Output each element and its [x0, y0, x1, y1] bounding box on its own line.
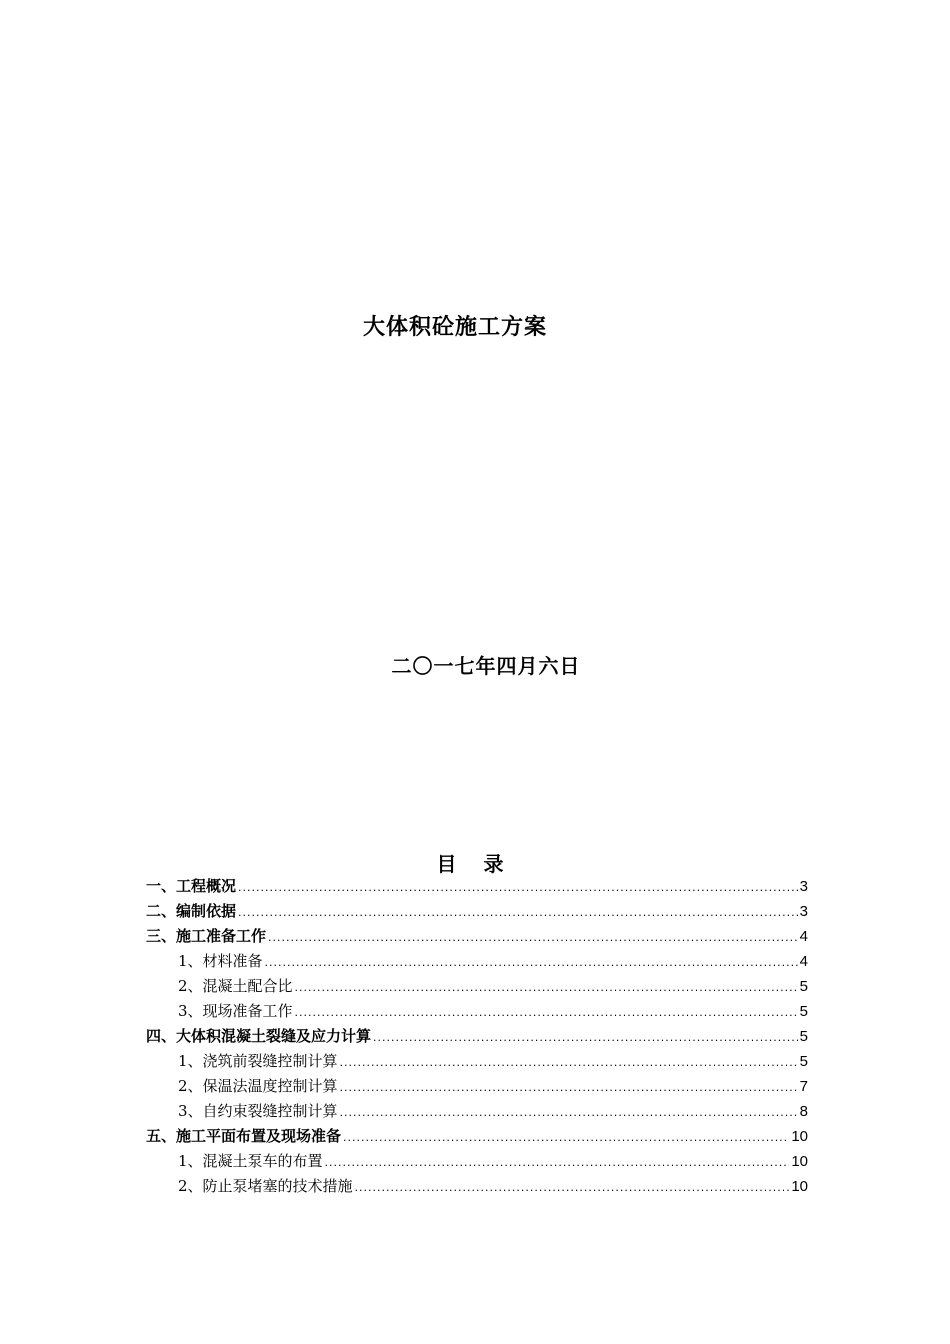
toc-subentry[interactable] [146, 1099, 808, 1124]
toc-subentry[interactable] [146, 1149, 808, 1174]
toc-leader-dots [295, 975, 798, 1000]
toc-entry-label: 2、防止泵堵塞的技术措施 [178, 1177, 353, 1195]
toc-entry-label: 3、自约束裂缝控制计算 [178, 1102, 338, 1120]
toc-leader-dots [373, 1025, 798, 1050]
toc-entry-label: 四、大体积混凝土裂缝及应力计算 [146, 1027, 372, 1045]
toc-leader-dots [268, 925, 798, 950]
toc-subentry[interactable] [146, 949, 808, 974]
toc-entry-label: 1、材料准备 [178, 952, 263, 970]
toc-subentry[interactable] [146, 974, 808, 999]
toc-leader-dots [265, 950, 798, 975]
toc-entry-page: 5 [799, 978, 808, 995]
toc-subentry[interactable] [146, 1074, 808, 1099]
toc-entry-page: 10 [791, 1153, 808, 1170]
toc-entry-page: 3 [799, 878, 808, 895]
toc-entry-label: 一、工程概况 [146, 877, 237, 895]
toc-leader-dots [325, 1150, 790, 1175]
toc-entry-page: 3 [799, 903, 808, 920]
toc-leader-dots [343, 1125, 789, 1150]
toc-leader-dots [238, 875, 798, 900]
toc-entry-page: 10 [791, 1128, 808, 1145]
toc-subentry[interactable] [146, 1049, 808, 1074]
document-date: 二〇一七年四月六日 [391, 654, 581, 678]
toc-leader-dots [238, 900, 798, 925]
toc-entry-label: 2、保温法温度控制计算 [178, 1077, 338, 1095]
toc-entry-page: 10 [791, 1178, 808, 1195]
toc-entry-page: 4 [799, 953, 808, 970]
toc-leader-dots [295, 1000, 798, 1025]
toc-leader-dots [340, 1075, 798, 1100]
toc-leader-dots [340, 1050, 798, 1075]
toc-entry-page: 7 [799, 1078, 808, 1095]
table-of-contents [146, 874, 808, 1199]
toc-subentry[interactable] [146, 1174, 808, 1199]
toc-subentry[interactable] [146, 999, 808, 1024]
toc-entry[interactable] [146, 874, 808, 899]
toc-entry[interactable] [146, 1024, 808, 1049]
toc-entry-label: 五、施工平面布置及现场准备 [146, 1127, 342, 1145]
toc-entry[interactable] [146, 1124, 808, 1149]
toc-entry-label: 1、混凝土泵车的布置 [178, 1152, 323, 1170]
toc-entry-label: 3、现场准备工作 [178, 1002, 293, 1020]
toc-entry-label: 三、施工准备工作 [146, 927, 267, 945]
toc-entry[interactable] [146, 899, 808, 924]
toc-entry-label: 二、编制依据 [146, 902, 237, 920]
toc-entry-page: 8 [799, 1103, 808, 1120]
toc-entry[interactable] [146, 924, 808, 949]
toc-entry-page: 4 [799, 928, 808, 945]
toc-entry-page: 5 [799, 1053, 808, 1070]
toc-entry-label: 1、浇筑前裂缝控制计算 [178, 1052, 338, 1070]
toc-entry-label: 2、混凝土配合比 [178, 977, 293, 995]
toc-entry-page: 5 [799, 1028, 808, 1045]
toc-leader-dots [355, 1175, 790, 1200]
toc-heading: 目 录 [436, 852, 514, 876]
document-title: 大体积砼施工方案 [362, 315, 547, 340]
toc-leader-dots [340, 1100, 798, 1125]
toc-entry-page: 5 [799, 1003, 808, 1020]
